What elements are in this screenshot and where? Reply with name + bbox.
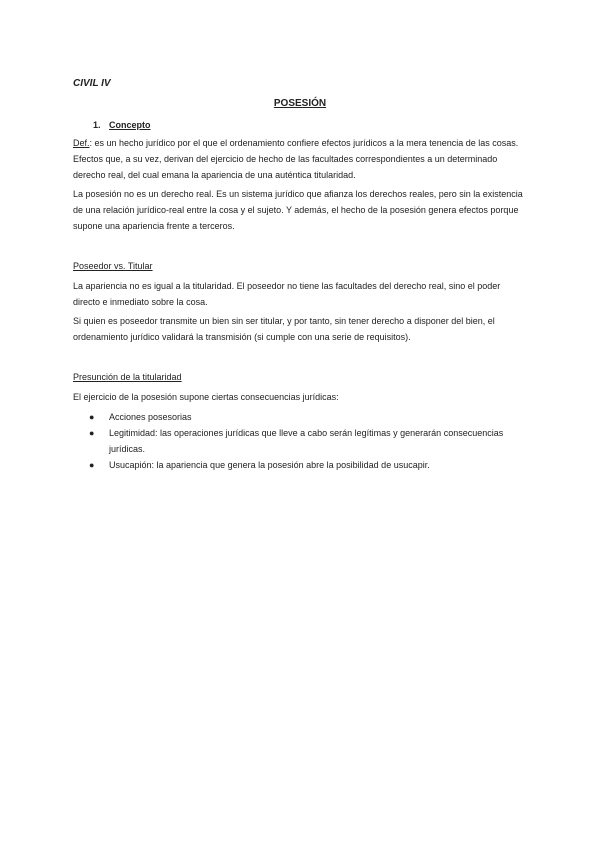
apariencia-paragraph: La apariencia no es igual a la titularidad. El poseedor no tiene las facultades del derecho real, sino el poder directo e inmediato sobre la cosa.: [73, 281, 501, 307]
document-content: [73, 76, 527, 473]
page-title: POSESIÓN: [273, 98, 327, 109]
list-item-text: Acciones posesorias: [109, 412, 192, 422]
section-label: Concepto: [109, 120, 151, 130]
section-concepto-heading: [93, 117, 527, 133]
bullet-icon: ●: [89, 460, 95, 470]
ejercicio-paragraph: El ejercicio de la posesión supone ciertas consecuencias jurídicas:: [73, 392, 339, 402]
list-item: [73, 425, 527, 457]
list-item-text: Usucapión: la apariencia que genera la posesión abre la posibilidad de usucapir.: [109, 460, 430, 470]
transmision-paragraph: Si quien es poseedor transmite un bien sin ser titular, y por tanto, sin tener derecho a disponer del bien, el ordenamiento jurídico validará la transmisión (si cumple con una serie de requisitos).: [73, 316, 495, 342]
definition-paragraph: [73, 135, 527, 183]
list-item-text: Legitimidad: las operaciones jurídicas que lleve a cabo serán legítimas y generarán consecuencias jurídicas.: [109, 428, 504, 454]
bullet-icon: ●: [89, 428, 95, 438]
definition-label: Def.: [73, 138, 90, 148]
course-title: CIVIL IV: [73, 78, 111, 89]
posesion-paragraph: La posesión no es un derecho real. Es un sistema jurídico que afianza los derechos reales, pero sin la existencia de una relación jurídico-real entre la cosa y el sujeto. Y además, el hecho de la posesión genera efectos porque supone una apariencia frente a terceros.: [73, 189, 523, 231]
bullet-icon: ●: [89, 412, 95, 422]
consecuencias-list: [73, 409, 527, 473]
list-item: [73, 457, 527, 473]
presuncion-heading: Presunción de la titularidad: [73, 372, 182, 382]
definition-text: : es un hecho jurídico por el que el ordenamiento confiere efectos jurídicos a la mera tenencia de las cosas. Efectos que, a su vez, derivan del ejercicio de hecho de las facultades correspondientes a un determinado derecho real, del cual emana la apariencia de una auténtica titularidad.: [73, 138, 519, 180]
list-item: [73, 409, 527, 425]
section-number: 1.: [93, 120, 101, 130]
poseedor-titular-heading: Poseedor vs. Titular: [73, 261, 153, 271]
